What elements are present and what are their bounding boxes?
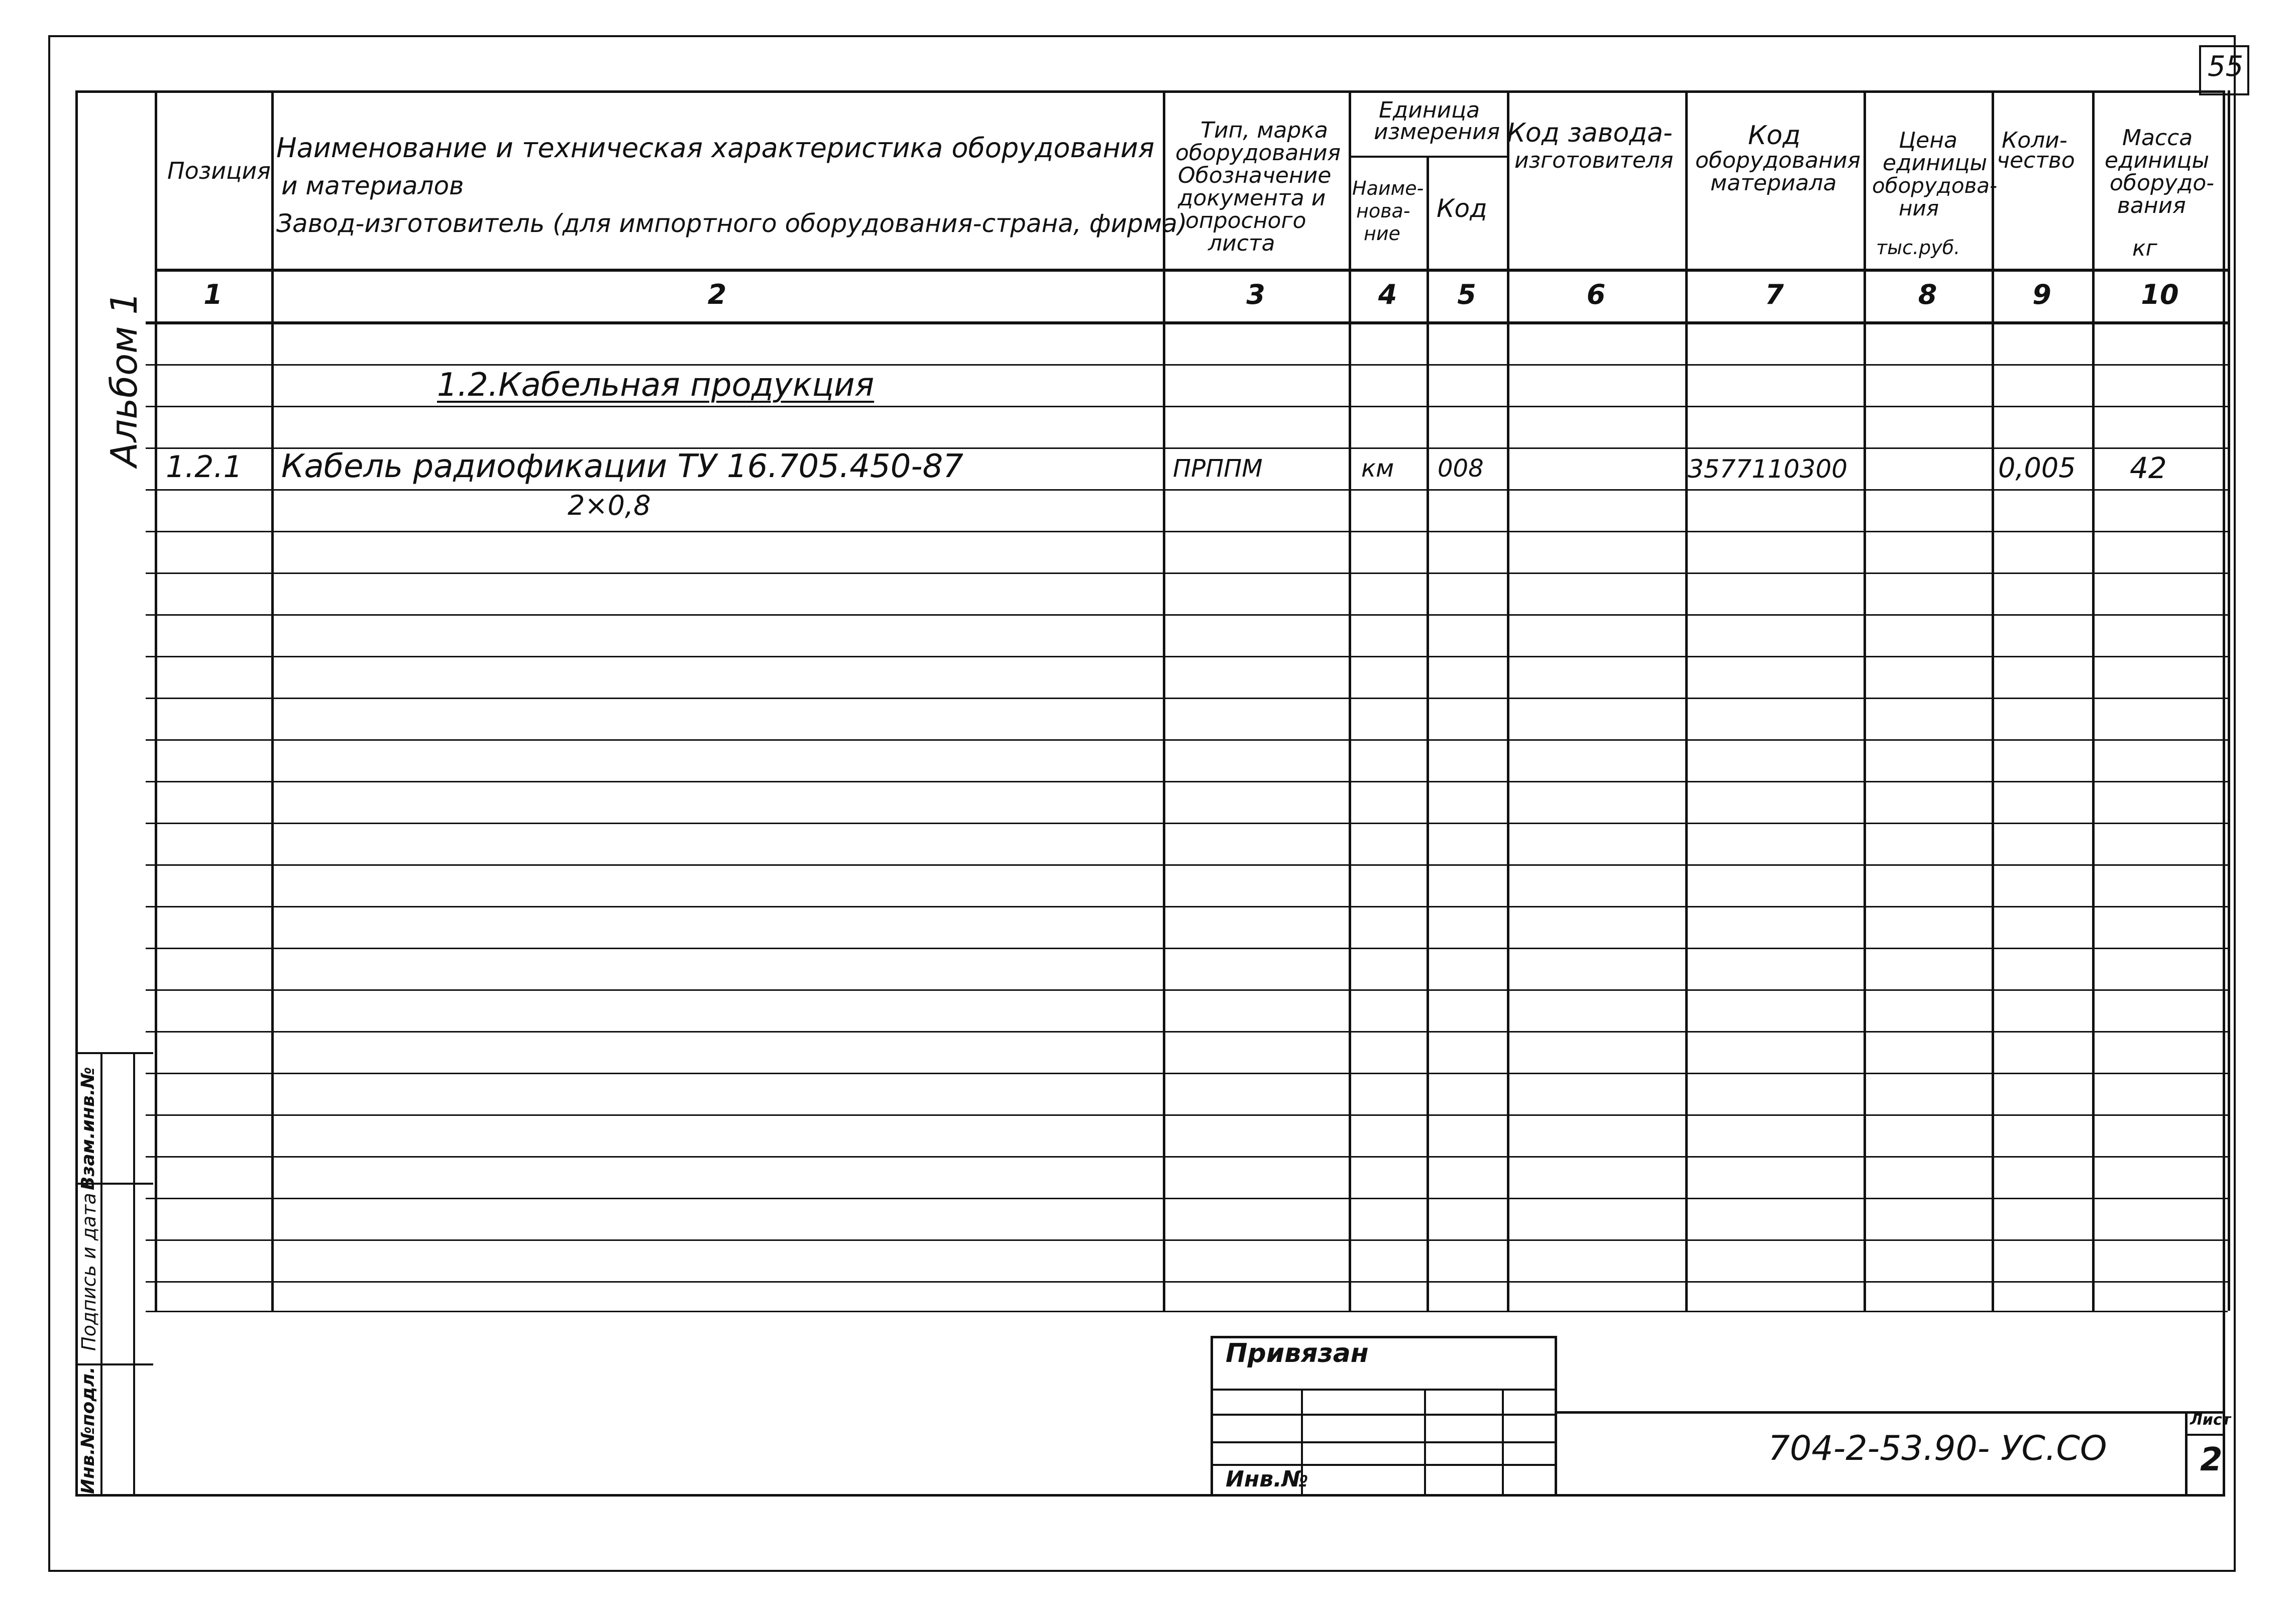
table-column-line xyxy=(1427,156,1429,1311)
header-type-line5: опросного xyxy=(1185,208,1306,234)
header-name-line3: Завод-изготовитель (для импортного оборудования-страна, фирма) xyxy=(276,209,1187,238)
table-column-line xyxy=(1992,90,1994,1311)
table-row-line xyxy=(146,989,2228,991)
header-unit-name-line1: Наиме- xyxy=(1352,177,1424,199)
header-position: Позиция xyxy=(167,157,271,184)
stamp-sheet-label: Лист xyxy=(2190,1411,2231,1429)
header-unit-code: Код xyxy=(1437,194,1487,223)
column-number: 1 xyxy=(203,279,223,310)
header-unit-line2: измерения xyxy=(1374,119,1500,145)
table-column-line xyxy=(271,90,274,1311)
header-unit-line1: Единица xyxy=(1379,97,1480,123)
column-number: 2 xyxy=(707,279,727,310)
table-row-line xyxy=(146,739,2228,741)
header-factory-code-line2: изготовителя xyxy=(1514,148,1674,173)
stamp-document-code: 704-2-53.90- УС.СО xyxy=(1768,1429,2107,1468)
table-row-line xyxy=(146,1281,2228,1283)
header-price-line3: оборудова- xyxy=(1872,173,1998,198)
stamp-row1 xyxy=(1211,1389,1557,1391)
header-material-code-line1: Код xyxy=(1748,121,1801,151)
header-type-line2: оборудования xyxy=(1175,140,1341,166)
section-title: 1.2.Кабельная продукция xyxy=(437,367,874,404)
side-stamp-col1 xyxy=(100,1052,102,1497)
stamp-col3 xyxy=(1502,1389,1504,1497)
header-name-line2: и материалов xyxy=(281,171,464,200)
table-column-line xyxy=(1864,90,1866,1311)
item-unit-code: 008 xyxy=(1438,454,1484,483)
table-row-line xyxy=(146,906,2228,907)
table-row-line xyxy=(146,364,2228,366)
header-factory-code-line1: Код завода- xyxy=(1507,118,1673,148)
header-price-line5: тыс.руб. xyxy=(1876,237,1960,259)
stamp-doc-top xyxy=(1555,1411,2225,1414)
header-mass-line4: вания xyxy=(2117,193,2186,218)
item-quantity: 0,005 xyxy=(1998,452,2076,484)
column-number: 6 xyxy=(1586,279,1606,310)
stamp-sheet-box-mid xyxy=(2185,1434,2225,1436)
table-row-line xyxy=(146,823,2228,824)
header-type-line1: Тип, марка xyxy=(1200,118,1328,143)
header-mass-line2: единицы xyxy=(2105,148,2210,173)
header-name-line1: Наименование и техническая характеристика оборудования xyxy=(276,132,1155,164)
item-unit-name: км xyxy=(1361,454,1394,483)
header-price-line1: Цена xyxy=(1899,128,1957,153)
column-number: 3 xyxy=(1246,279,1265,310)
table-column-line xyxy=(2092,90,2095,1311)
header-unit-name-line3: ние xyxy=(1364,222,1400,245)
table-header-bottom-line xyxy=(155,269,2228,272)
side-stamp-top xyxy=(75,1052,153,1054)
table-row-line xyxy=(146,698,2228,699)
header-mass-line5: кг xyxy=(2132,236,2157,261)
stamp-linked-right xyxy=(1555,1336,1557,1497)
side-stamp-inv-orig: Инв.№подл. xyxy=(78,1366,98,1494)
header-mass-line1: Масса xyxy=(2122,125,2193,151)
side-stamp-col2 xyxy=(133,1052,135,1497)
item-name: Кабель радиофикации ТУ 16.705.450-87 xyxy=(281,448,963,485)
column-number: 4 xyxy=(1378,279,1397,310)
sheet-number: 55 xyxy=(2208,50,2244,83)
table-row-line xyxy=(146,531,2228,532)
table-row-line xyxy=(146,406,2228,407)
table-row-line xyxy=(146,781,2228,782)
table-row-line xyxy=(146,948,2228,949)
table-column-line xyxy=(1163,90,1165,1311)
table-column-line xyxy=(1349,90,1351,1311)
column-number: 5 xyxy=(1457,279,1476,310)
header-type-line4: документа и xyxy=(1178,185,1326,211)
table-row-line xyxy=(146,1031,2228,1033)
table-row-line xyxy=(146,864,2228,866)
item-material-code: 3577110300 xyxy=(1688,454,1848,484)
table-row-line xyxy=(146,1156,2228,1158)
stamp-row2 xyxy=(1211,1414,1557,1416)
column-number: 9 xyxy=(2032,279,2051,310)
table-row-line xyxy=(146,1073,2228,1074)
side-stamp-div2 xyxy=(75,1363,153,1365)
stamp-sheet-box-left xyxy=(2185,1411,2188,1497)
header-material-code-line3: материала xyxy=(1710,170,1837,196)
header-type-line6: листа xyxy=(1208,231,1275,256)
table-row-line xyxy=(146,1114,2228,1116)
header-unit-name-line2: нова- xyxy=(1356,200,1410,222)
table-column-line xyxy=(2228,90,2230,1311)
stamp-linked-label: Привязан xyxy=(1226,1338,1369,1368)
column-number: 7 xyxy=(1765,279,1784,310)
column-number: 8 xyxy=(1918,279,1937,310)
header-material-code-line2: оборудования xyxy=(1695,148,1861,173)
table-column-line xyxy=(1685,90,1688,1311)
stamp-row3 xyxy=(1211,1441,1557,1443)
header-type-line3: Обозначение xyxy=(1178,163,1332,188)
table-numrow-bottom-line xyxy=(146,321,2228,324)
album-label: Альбом 1 xyxy=(103,291,145,467)
column-number: 10 xyxy=(2141,279,2179,310)
table-row-line xyxy=(146,1198,2228,1199)
table-row-line xyxy=(146,614,2228,616)
table-row-line xyxy=(146,1311,2228,1312)
item-position: 1.2.1 xyxy=(166,449,243,485)
header-price-line2: единицы xyxy=(1883,150,1988,176)
table-row-line xyxy=(146,489,2228,491)
stamp-inv-label: Инв.№ xyxy=(1226,1466,1308,1492)
header-quantity-line1: Коли- xyxy=(2002,128,2067,153)
stamp-row4 xyxy=(1211,1464,1557,1466)
stamp-linked-left xyxy=(1211,1336,1213,1497)
side-stamp-signature-date: Подпись и дата xyxy=(78,1193,100,1351)
header-quantity-line2: чество xyxy=(1997,148,2075,173)
table-row-line xyxy=(146,573,2228,574)
stamp-col2 xyxy=(1424,1389,1426,1497)
header-mass-line3: оборудо- xyxy=(2110,170,2215,196)
table-column-line xyxy=(155,90,157,1311)
item-name-line2: 2×0,8 xyxy=(568,490,651,521)
side-stamp-replace-inv: Взам.инв.№ xyxy=(78,1067,98,1190)
item-mass: 42 xyxy=(2130,451,2167,485)
table-row-line xyxy=(146,656,2228,657)
stamp-sheet-value: 2 xyxy=(2200,1441,2223,1478)
table-row-line xyxy=(146,1239,2228,1241)
header-price-line4: ния xyxy=(1899,196,1939,220)
table-column-line xyxy=(1507,90,1509,1311)
item-type: ПРППМ xyxy=(1173,454,1263,483)
